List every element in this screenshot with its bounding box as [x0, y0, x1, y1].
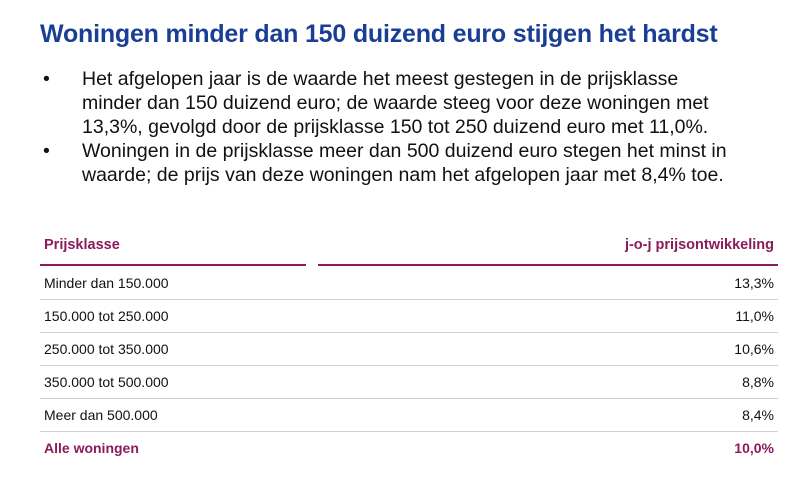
cell-price-class: 350.000 tot 500.000 — [44, 374, 169, 390]
cell-price-class: Minder dan 150.000 — [44, 275, 169, 291]
bullet-text — [82, 67, 790, 139]
bullet-line: Het afgelopen jaar is de waarde het meest gestegen in de prijsklasse — [82, 68, 679, 90]
table-row — [40, 333, 778, 366]
bullet-line: Woningen in de prijsklasse meer dan 500 duizend euro stegen het minst in — [82, 140, 727, 162]
header-price-class: Prijsklasse — [44, 237, 120, 253]
cell-total-label: Alle woningen — [44, 440, 139, 456]
cell-yoy-change: 10,6% — [734, 341, 774, 357]
bullet-text — [82, 139, 790, 187]
cell-yoy-change: 11,0% — [735, 308, 774, 324]
bullet-line: 13,3%, gevolgd door de prijsklasse 150 tot 250 duizend euro met 11,0%. — [82, 116, 709, 138]
table-row — [40, 267, 778, 300]
cell-yoy-change: 8,8% — [742, 374, 774, 390]
cell-price-class: 250.000 tot 350.000 — [44, 341, 169, 357]
cell-total-value: 10,0% — [734, 440, 774, 456]
cell-yoy-change: 8,4% — [742, 407, 774, 423]
page-title: Woningen minder dan 150 duizend euro stijgen het hardst — [40, 20, 718, 48]
header-divider — [318, 264, 778, 266]
table-row — [40, 399, 778, 432]
table-row — [40, 300, 778, 333]
price-table — [40, 237, 778, 464]
table-header — [40, 237, 778, 267]
bullet-item — [40, 67, 790, 139]
header-yoy-change: j-o-j prijsontwikkeling — [624, 237, 774, 253]
cell-price-class: 150.000 tot 250.000 — [44, 308, 169, 324]
header-divider — [40, 264, 306, 266]
bullet-icon: • — [43, 68, 50, 90]
cell-price-class: Meer dan 500.000 — [44, 407, 158, 423]
bullet-list — [40, 67, 790, 187]
bullet-line: minder dan 150 duizend euro; de waarde steeg voor deze woningen met — [82, 92, 709, 114]
bullet-icon: • — [43, 140, 50, 162]
bullet-item — [40, 139, 790, 187]
table-row — [40, 366, 778, 399]
cell-yoy-change: 13,3% — [734, 275, 774, 291]
table-total-row — [40, 432, 778, 464]
bullet-line: waarde; de prijs van deze woningen nam het afgelopen jaar met 8,4% toe. — [82, 164, 724, 186]
